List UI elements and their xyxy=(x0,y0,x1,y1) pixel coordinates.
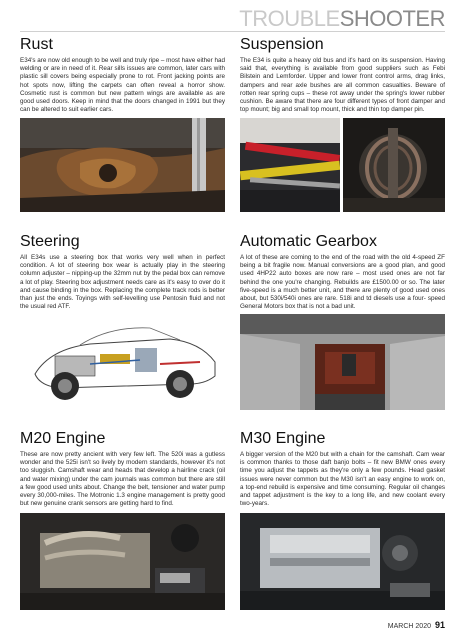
steering-cutaway-illustration xyxy=(20,314,225,410)
page-number: 91 xyxy=(434,620,445,630)
suspension-photo-dampers xyxy=(240,118,340,212)
m20-engine-photo xyxy=(20,513,225,610)
gearbox-heading: Automatic Gearbox xyxy=(240,233,377,250)
rust-section xyxy=(20,36,225,114)
m20-body: These are now pretty ancient with very few left. The 520i was a gutless wonder and the 525i isn't so lively by modern standards, however it's not too sluggish. Camshaft wear and heads that develop a hairline crack (oil and water mixing) under the cam journals was common but there are still a few good used units about. Change the belt, tensioner and water pump every 30,000-miles. The Motronic 1.3 engine management is pretty good but new genuine crank sensors are getting hard to find. xyxy=(20,451,225,508)
rust-heading: Rust xyxy=(20,36,53,53)
steering-heading: Steering xyxy=(20,233,80,250)
suspension-body: The E34 is quite a heavy old bus and it's hard on its suspension. Having said that, everything is available from good suppliers such as Febi Bilstein and Lemforder. Upper and lower front control arms, drag links, dampers and rear axle bushes are all common casualties. Beware of rotten rear spring cups – these rot away under the spring's lower rubber cushion. Be aware that there are four different types of front damper and top mount; big and small top mount, thick and thin top damper pin. xyxy=(240,57,445,114)
issue-date: MARCH 2020 xyxy=(387,623,431,630)
m20-section xyxy=(20,430,225,508)
m30-heading: M30 Engine xyxy=(240,430,326,447)
m30-section xyxy=(240,430,445,508)
header-divider xyxy=(20,31,445,32)
suspension-photo-springs xyxy=(343,118,445,212)
m30-body: A bigger version of the M20 but with a chain for the camshaft. Cam wear is common thanks to those daft banjo bolts – fit new BMW ones every time you adjust the tappets as they're only a few pounds. Head gasket issues were never common but the M30 isn't an easy engine to work on, a top-end rebuild is expensive and time consuming. Regular oil changes and tappet adjustment is the key to a long life, and new coolant every two-years. xyxy=(240,451,445,508)
section-header xyxy=(239,6,445,32)
suspension-section xyxy=(240,36,445,114)
gearbox-body: A lot of these are coming to the end of the road with the old 4-speed ZF being a bit fragile now. Manual conversions are a good plan, and good used 4HP22 auto boxes are now rare – most used ones are not far behind the one you're changing. Rebuilds are £1500.00 or so. The later five-speed is a much better unit, and there are plenty of good used ones about, but 530i/540i ones are rare. 518i and td diesels use a four- speed General Motors box that is not a bad unit. xyxy=(240,254,445,311)
suspension-heading: Suspension xyxy=(240,36,324,53)
steering-body: All E34s use a steering box that works very well when in perfect condition. A lot of steering box wear is actually play in the steering column adjuster – nipping-up the 32mm nut by the pedal box can remove a lot of play. Steering box adjustment needs care as it's easy to over do it and cause binding in the box. Replacing the complete track rods is better than just the ends. Toyings with self-levelling use Pentosin fluid and not the usual red ATF. xyxy=(20,254,225,311)
header-part-1: TROUBLE xyxy=(239,6,340,31)
gearbox-section xyxy=(240,233,445,311)
page-footer xyxy=(388,620,445,630)
m30-engine-photo xyxy=(240,513,445,610)
header-part-2: SHOOTER xyxy=(339,6,445,31)
rust-body: E34's are now old enough to be well and truly ripe – most have either had welding or are in need of it. Rear sills issues are common, later cars with plastic sill covers being especially prone to rot. Front jacking points are hot spots now, lifting the carpets can often reveal a horror show. Cosmetic rust is common but new pattern wings are available as are good used doors. Keep in mind that the doors changed in 1991 but they can be altered to suit earlier cars. xyxy=(20,57,225,114)
rust-photo xyxy=(20,118,225,212)
steering-section xyxy=(20,233,225,311)
m20-heading: M20 Engine xyxy=(20,430,106,447)
gearbox-photo-interior xyxy=(240,314,445,410)
